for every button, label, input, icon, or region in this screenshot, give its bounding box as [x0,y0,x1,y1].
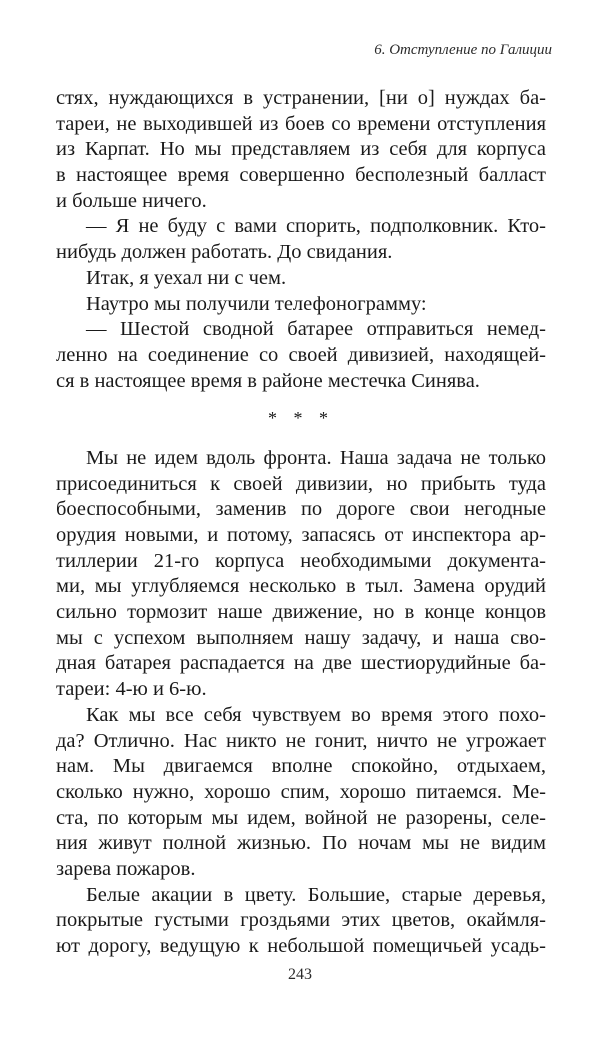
text-line: ленно на соединение со своей дивизией, находящей- [56,343,546,366]
text-line: тиллерии 21-го корпуса необходимыми документа- [56,549,546,572]
text-line: Белые акации в цвету. Большие, старые деревья, [86,883,546,906]
text-line: из Карпат. Но мы представляем из себя для корпуса [56,138,546,161]
text-line: нибудь должен работать. До свидания. [56,241,393,264]
running-header: 6. Отступление по Галиции [374,42,552,58]
text-line: и больше ничего. [56,189,207,212]
paragraph [56,214,546,265]
text-line: нам. Мы двигаемся вполне спокойно, отдыхаем, [56,755,546,778]
text-line: — Я не буду с вами спорить, подполковник. Кто- [86,215,546,238]
text-line: покрытые густыми гроздьями этих цветов, окаймля- [56,909,546,932]
paragraph [56,266,546,292]
text-line: ми, мы углубляемся несколько в тыл. Замена орудий [56,575,546,598]
text-line: сильно тормозит наше движение, но в конце концов [56,601,546,624]
text-line: стях, нуждающихся в устранении, [ни о] нуждах ба- [56,87,546,109]
paragraph [56,883,546,960]
text-line: Наутро мы получили телефонограмму: [86,292,427,315]
text-line: ста, по которым мы идем, войной не разорены, селе- [56,806,546,829]
text-line: боеспособными, заменив по дороге свои негодные [56,498,546,521]
text-line: Мы не идем вдоль фронта. Наша задача не только [86,446,546,469]
paragraph [56,703,546,883]
text-line: ют дорогу, ведущую к небольшой помещичьей усадь- [56,935,546,957]
text-line: да? Отлично. Нас никто не гонит, ничто не угрожает [56,729,546,752]
text-line: — Шестой сводной батарее отправиться немед- [86,318,546,341]
text-line: сколько нужно, хорошо спим, хорошо питаемся. Ме- [56,780,546,803]
paragraph [56,446,546,703]
text-line: орудия новыми, и потому, запасясь от инспектора ар- [56,524,546,546]
paragraph [56,317,546,394]
section-break: * * * [268,408,334,429]
text-line: тареи: 4-ю и 6-ю. [56,678,207,701]
text-line: мы с успехом выполняем нашу задачу, и наша сво- [56,626,546,649]
text-line: Итак, я уехал ни с чем. [86,266,287,289]
text-line: ния живут полной жизнью. По ночам мы не видим [56,832,546,855]
text-line: ся в настоящее время в районе местечка Синява. [56,369,480,392]
text-line: в настоящее время совершенно бесполезный балласт [56,164,546,187]
text-line: дная батарея распадается на две шестиорудийные ба- [56,652,546,675]
page-body [56,86,546,960]
text-line: зарева пожаров. [56,857,196,880]
paragraph [56,292,546,318]
text-line: Как мы все себя чувствуем во время этого похо- [86,703,546,726]
text-line: тареи, не выходившей из боев со времени отступления [56,112,546,135]
paragraph [56,86,546,214]
text-line: присоединиться к своей дивизии, но прибыть туда [56,472,546,495]
page-number: 243 [288,966,312,983]
